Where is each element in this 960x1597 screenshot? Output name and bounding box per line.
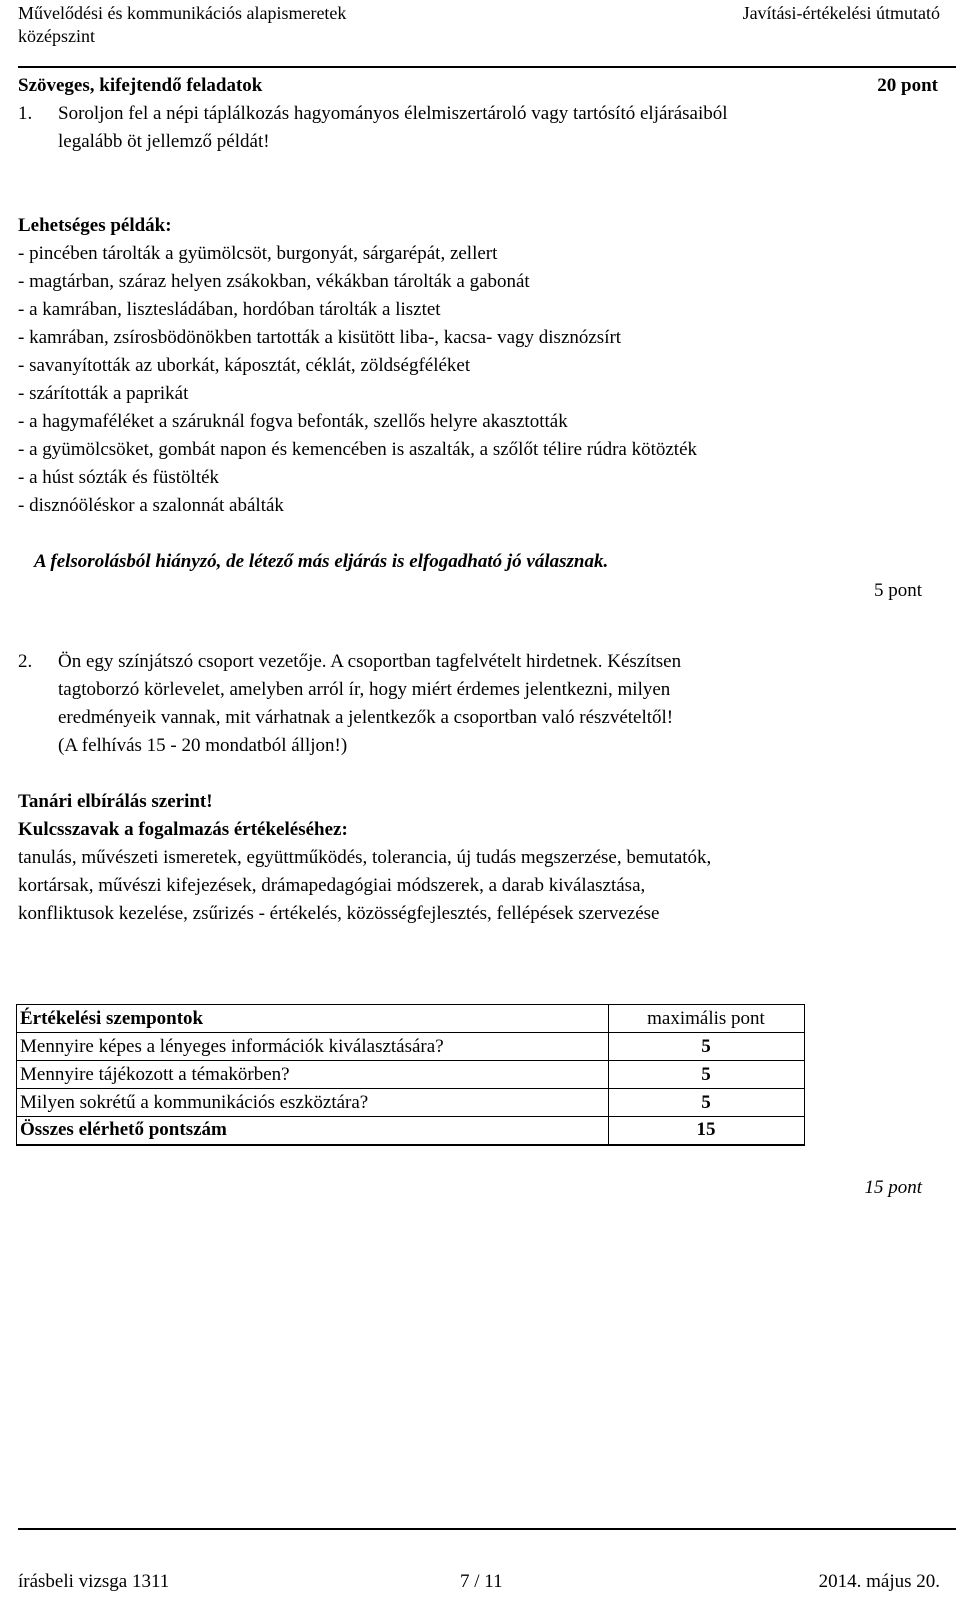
task1-question-line1: Soroljon fel a népi táplálkozás hagyományos élelmiszertároló vagy tartósító eljárásaiból [58, 103, 728, 124]
header-level: középszint [18, 26, 95, 46]
section-title: Szöveges, kifejtendő feladatok [18, 75, 263, 96]
task1-note: A felsorolásból hiányzó, de létező más eljárás is elfogadható jó válasznak. [34, 551, 609, 572]
task1-question-line2: legalább öt jellemző példát! [58, 131, 270, 152]
table-cell-criterion: Mennyire képes a lényeges információk kiválasztására? [17, 1033, 609, 1061]
task1-number: 1. [18, 103, 33, 124]
header-title: Művelődési és kommunikációs alapismeretek [18, 3, 347, 23]
task2-question-line: Ön egy színjátszó csoport vezetője. A csoportban tagfelvételt hirdetnek. Készítsen [58, 651, 682, 672]
task1-points: 5 pont [873, 580, 922, 601]
example-item: - a kamrában, lisztesládában, hordóban tárolták a lisztet [18, 299, 441, 320]
example-item: - magtárban, száraz helyen zsákokban, vékákban tárolták a gabonát [18, 271, 530, 292]
table-row [17, 1061, 805, 1089]
table-cell-points: 5 [609, 1089, 805, 1117]
teacher-note: Tanári elbírálás szerint! [18, 791, 213, 812]
example-item: - pincében tárolták a gyümölcsöt, burgonyát, sárgarépát, zellert [18, 243, 498, 264]
example-item: - a hagymaféléket a száruknál fogva befonták, szellős helyre akasztották [18, 411, 568, 432]
footer-date: 2014. május 20. [818, 1571, 940, 1592]
example-item: - disznóöléskor a szalonnát abálták [18, 495, 284, 516]
footer-exam-code: írásbeli vizsga 1311 [18, 1571, 170, 1592]
header-divider [18, 66, 956, 68]
footer-page-number: 7 / 11 [460, 1571, 503, 1592]
keywords-line: tanulás, művészeti ismeretek, együttműködés, tolerancia, új tudás megszerzése, bemutatók, [18, 847, 712, 868]
table-header-criteria: Értékelési szempontok [17, 1005, 609, 1033]
table-row [17, 1033, 805, 1061]
table-header-max-points: maximális pont [609, 1005, 805, 1033]
section-points: 20 pont [877, 75, 938, 96]
task2-number: 2. [18, 651, 33, 672]
example-item: - a húst sózták és füstölték [18, 467, 220, 488]
task2-points: 15 pont [864, 1177, 922, 1198]
task2-question-line: eredményeik vannak, mit várhatnak a jelentkezők a csoportban való részvételtől! [58, 707, 674, 728]
table-total-label: Összes elérhető pontszám [17, 1117, 609, 1145]
evaluation-table [16, 1004, 805, 1146]
keywords-line: kortársak, művészi kifejezések, drámapedagógiai módszerek, a darab kiválasztása, [18, 875, 646, 896]
table-cell-criterion: Mennyire tájékozott a témakörben? [17, 1061, 609, 1089]
footer-divider [18, 1528, 956, 1530]
table-cell-points: 5 [609, 1033, 805, 1061]
example-item: - kamrában, zsírosbödönökben tartották a kisütött liba-, kacsa- vagy disznózsírt [18, 327, 622, 348]
table-cell-points: 5 [609, 1061, 805, 1089]
table-cell-criterion: Milyen sokrétű a kommunikációs eszköztára? [17, 1089, 609, 1117]
table-header-row [17, 1005, 805, 1033]
example-item: - a gyümölcsöket, gombát napon és kemencében is aszalták, a szőlőt télire rúdra kötözték [18, 439, 698, 460]
keywords-line: konfliktusok kezelése, zsűrizés - értékelés, közösségfejlesztés, fellépések szervezése [18, 903, 660, 924]
example-item: - szárították a paprikát [18, 383, 189, 404]
table-row [17, 1089, 805, 1117]
examples-heading: Lehetséges példák: [18, 215, 172, 236]
task2-question-line: (A felhívás 15 - 20 mondatból álljon!) [58, 735, 348, 756]
example-item: - savanyították az uborkát, káposztát, céklát, zöldségféléket [18, 355, 471, 376]
header-doc-type: Javítási-értékelési útmutató [742, 3, 940, 23]
table-total-row [17, 1117, 805, 1145]
task2-question-line: tagtoborzó körlevelet, amelyben arról ír, hogy miért érdemes jelentkezni, milyen [58, 679, 671, 700]
keywords-heading: Kulcsszavak a fogalmazás értékeléséhez: [18, 819, 348, 840]
table-total-points: 15 [609, 1117, 805, 1145]
